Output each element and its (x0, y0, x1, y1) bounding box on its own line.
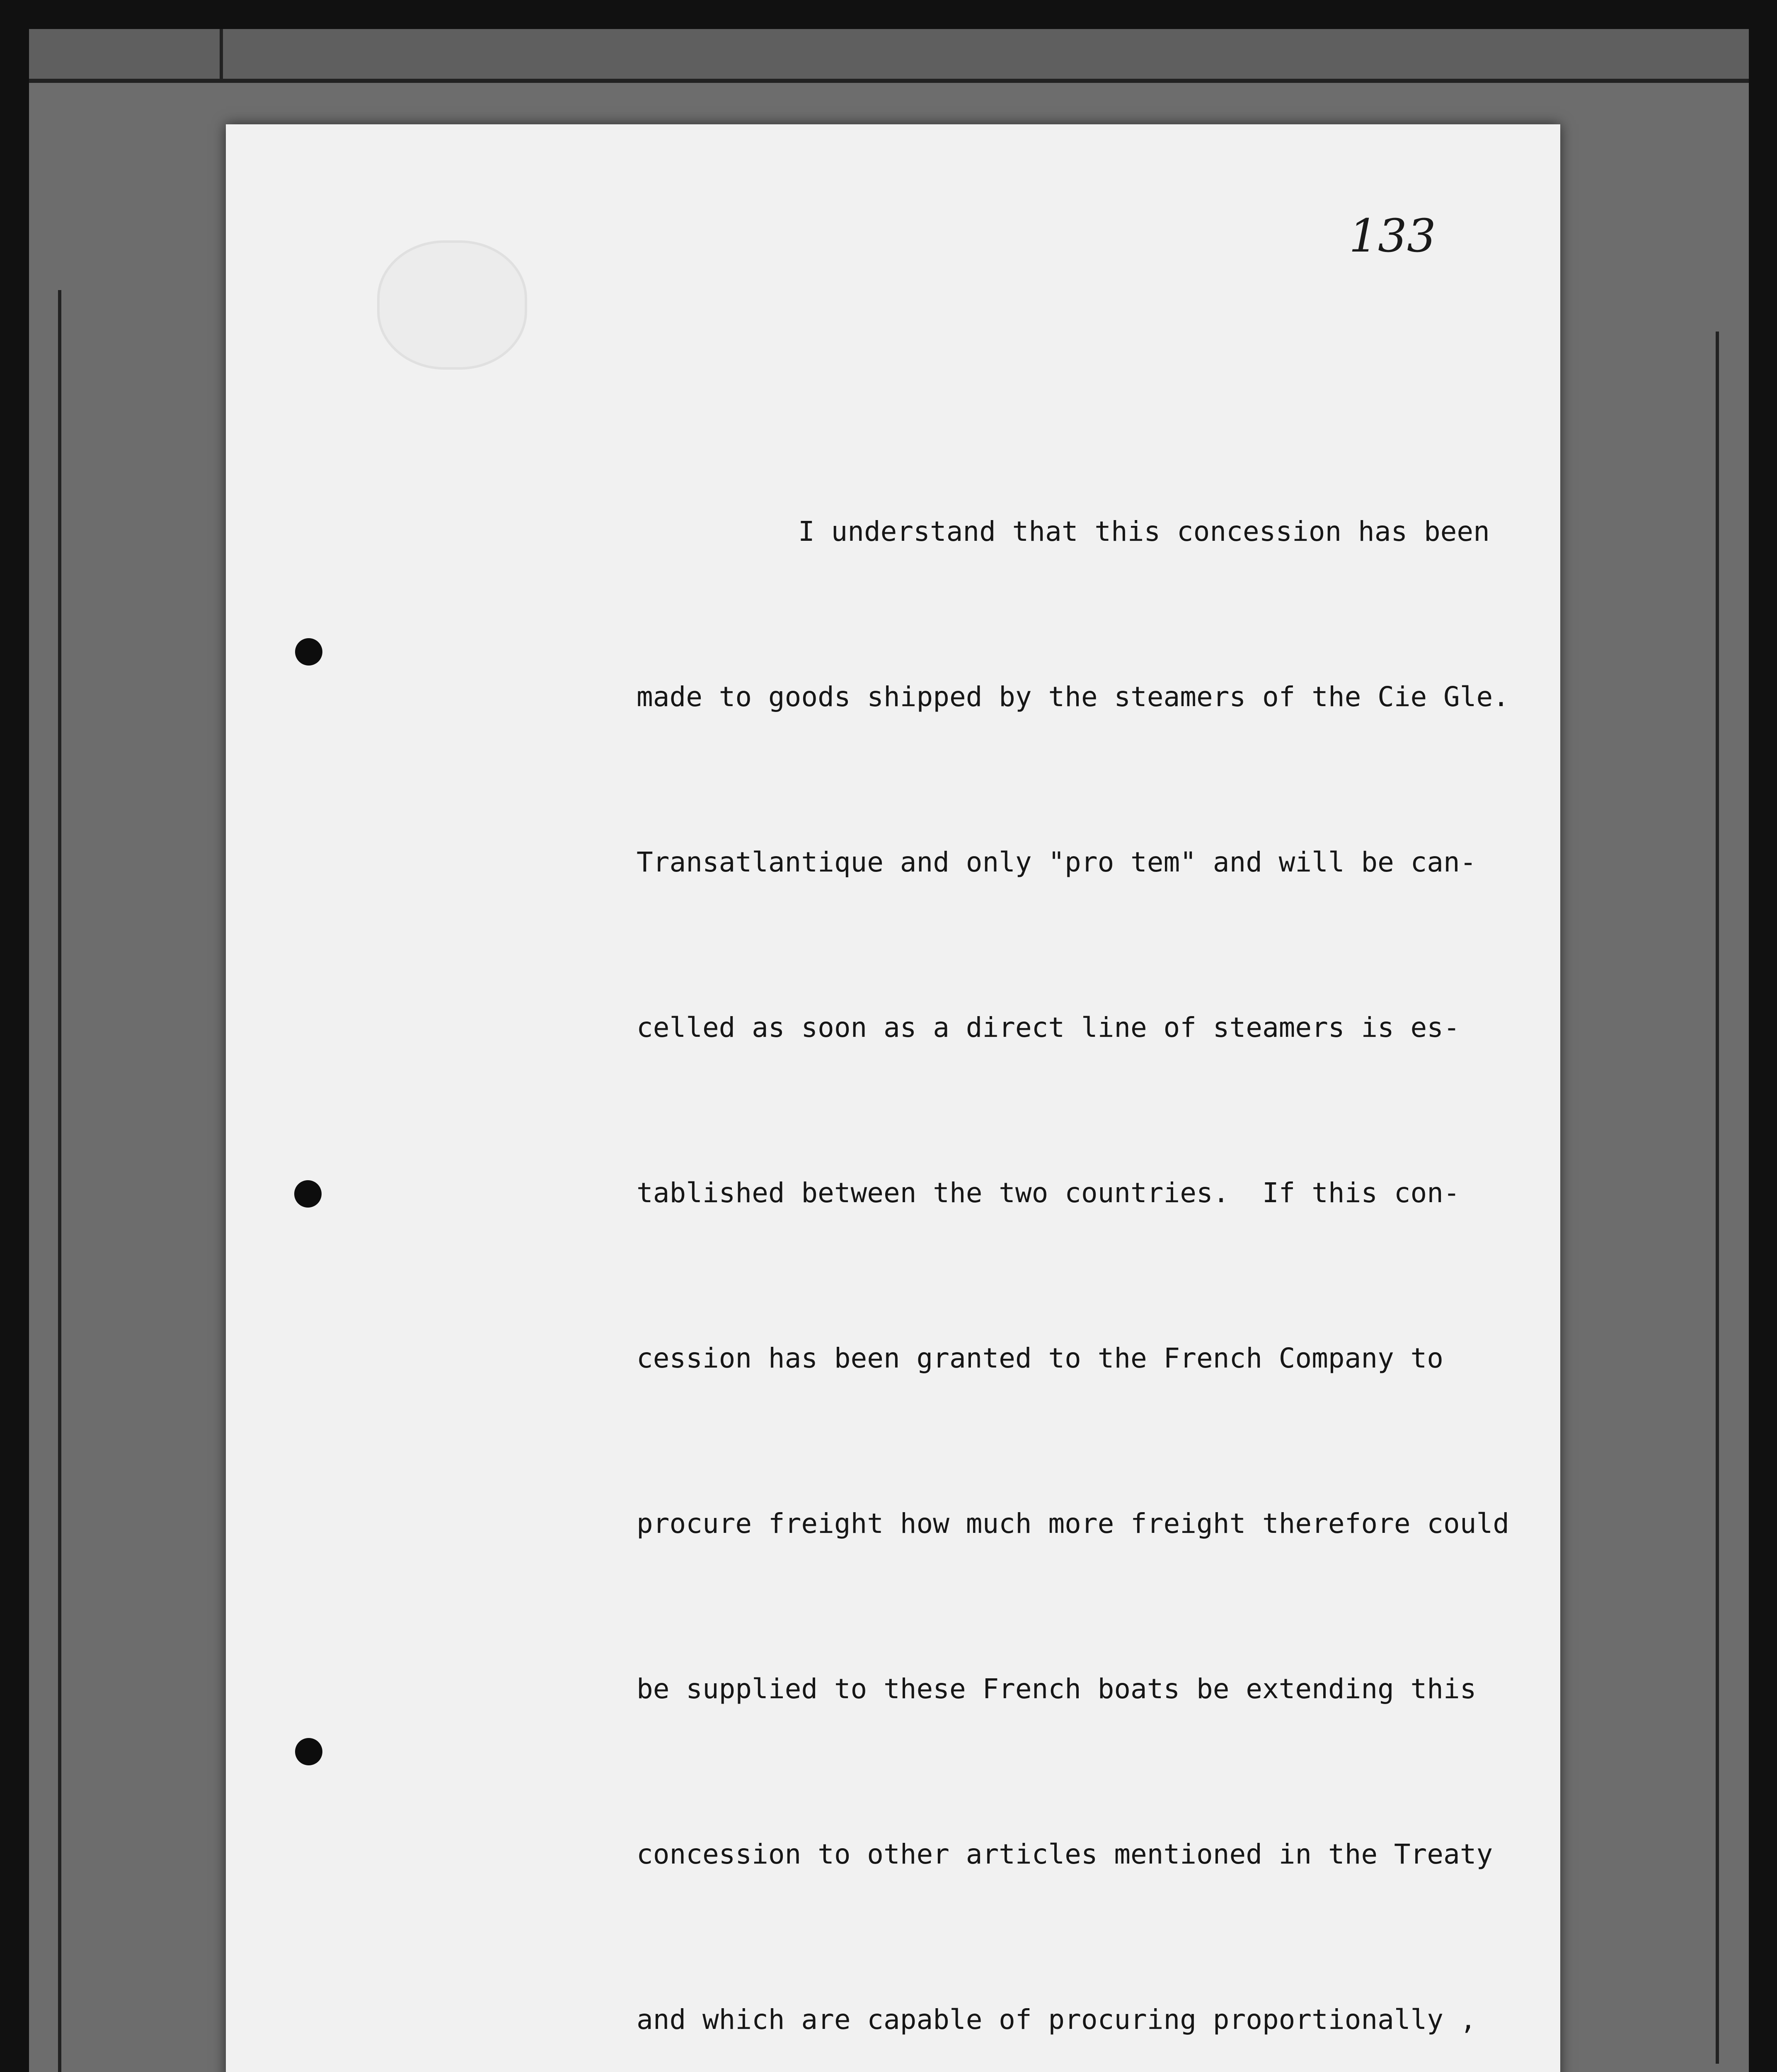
paragraph-1-line-6: cession has been granted to the French Company to (637, 1342, 1444, 1374)
binder-hole-bottom (295, 1738, 322, 1765)
paragraph-1-line-8: be supplied to these French boats be extending this (637, 1673, 1477, 1705)
binder-hole-middle (294, 1180, 322, 1208)
left-frame-rule (58, 290, 61, 2072)
paragraph-1-line-1: I understand that this concession has been (798, 516, 1490, 547)
paragraph-1-line-7: procure freight how much more freight therefore could (637, 1508, 1509, 1539)
page-number: 133 (1349, 209, 1436, 262)
paragraph-1-line-3: Transatlantique and only "pro tem" and will be can- (637, 846, 1477, 878)
mount-top-band (29, 29, 1749, 83)
paragraph-1-line-9: concession to other articles mentioned in the Treaty (637, 1838, 1493, 1870)
paragraph-1-line-10: and which are capable of procuring proportionally , (637, 2004, 1477, 2036)
paragraph-1-line-4: celled as soon as a direct line of steamers is es- (637, 1012, 1460, 1043)
paragraph-1-line-2: made to goods shipped by the steamers of the Cie Gle. (637, 681, 1509, 713)
embossed-seal-icon (377, 240, 527, 370)
right-frame-rule (1716, 332, 1719, 2064)
recipient-address (307, 1993, 1000, 2072)
letter-body (637, 394, 1548, 2072)
binder-hole-top (295, 638, 322, 666)
top-frame-rule (220, 29, 223, 79)
paragraph-1-line-5: tablished between the two countries. If this con- (637, 1177, 1460, 1209)
